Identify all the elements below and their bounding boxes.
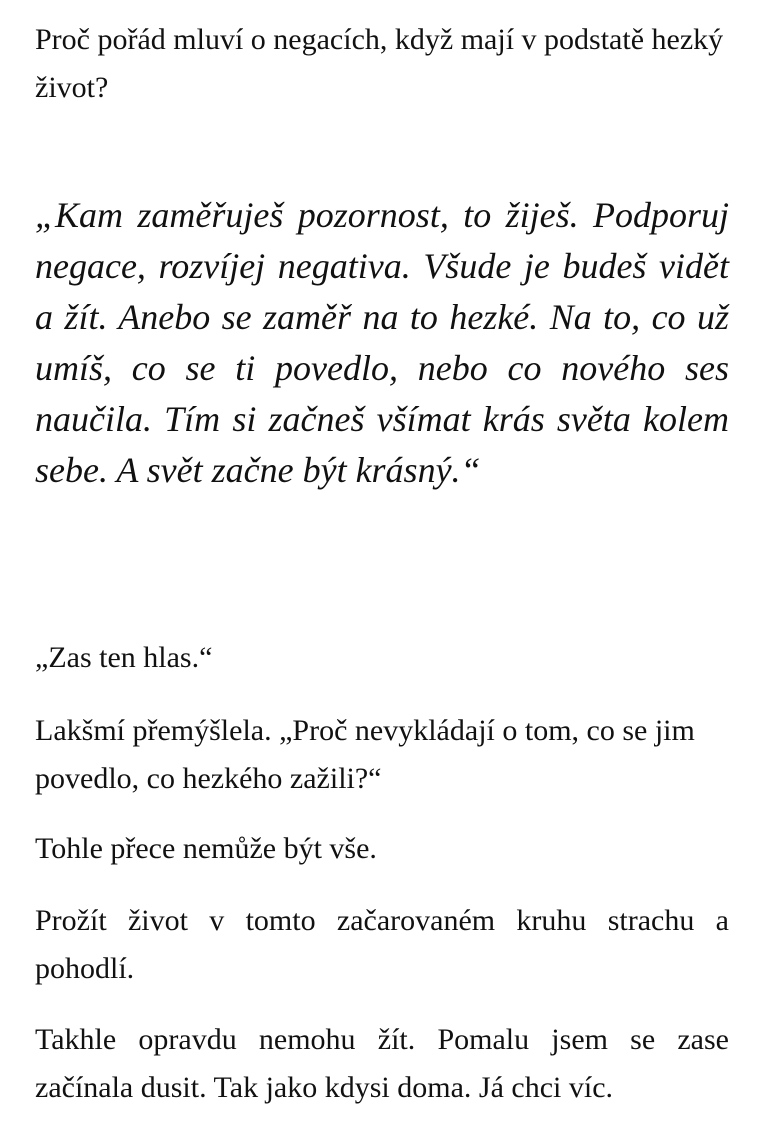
- paragraph-lakshmi: Lakšmí přemýšlela. „Proč nevykládají o tom, co se jim povedlo, co hezkého zažili?“: [35, 714, 695, 795]
- paragraph-voice: „Zas ten hlas.“: [35, 641, 213, 674]
- paragraph-question: Proč pořád mluví o negacích, když mají v podstatě hezký život?: [35, 23, 724, 104]
- paragraph-circle: Prožít život v tomto začarovaném kruhu strachu a pohodlí.: [35, 904, 729, 985]
- paragraph-want-more: Takhle opravdu nemohu žít. Pomalu jsem se zase začínala dusit. Tak jako kdysi doma. Já chci víc.: [35, 1023, 729, 1104]
- paragraph-not-all: Tohle přece nemůže být vše.: [35, 832, 377, 865]
- italic-quote: „Kam zaměřuješ pozornost, to žiješ. Podporuj negace, rozvíjej negativa. Všude je budeš vidět a žít. Anebo se zaměř na to hezké. Na to, co už umíš, co se ti povedlo, nebo co nového ses naučila. Tím si začneš všímat krás světa kolem sebe. A svět začne být krásný.“: [35, 195, 729, 490]
